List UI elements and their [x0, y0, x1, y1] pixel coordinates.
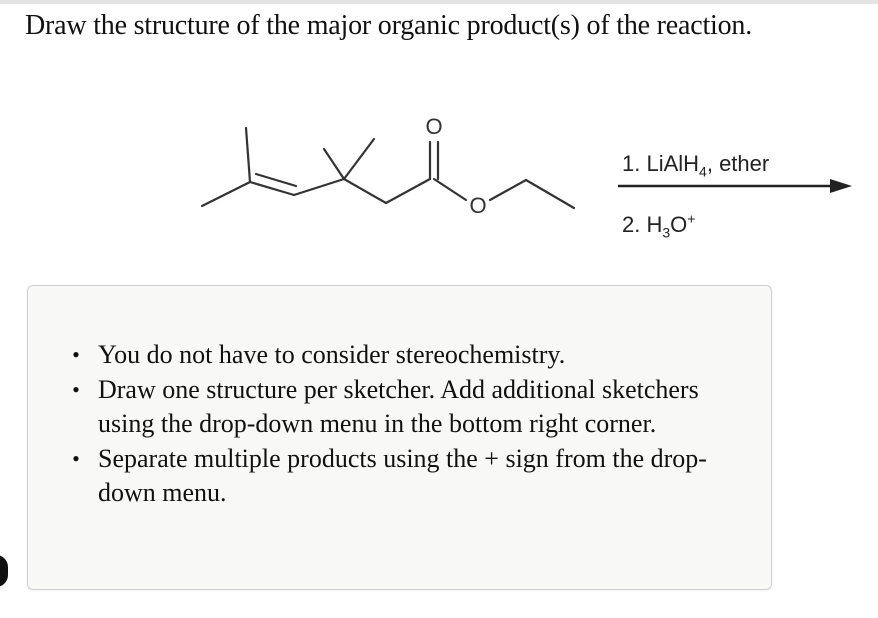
reaction-arrow-head: [830, 179, 852, 193]
instruction-item: • You do not have to consider stereochemistry.: [98, 338, 748, 372]
bond: [526, 180, 574, 208]
instructions-list: [72, 338, 748, 511]
instruction-item: • Draw one structure per sketcher. Add additional sketchers using the drop-down menu in the bottom right corner.: [98, 373, 748, 441]
bullet-icon: •: [72, 377, 80, 402]
top-divider: [0, 0, 878, 4]
reagent-step-1: 1. LiAlH$_4$, ether: [622, 151, 770, 180]
ester-oxygen-label: O: [469, 193, 487, 218]
reagent-step-2: 2. $H_3O^+$: [622, 210, 696, 241]
carbonyl-oxygen-label: O: [425, 114, 443, 139]
bullet-icon: •: [72, 342, 80, 367]
question-prompt: Draw the structure of the major organic product(s) of the reaction.: [25, 10, 753, 41]
bond: [490, 180, 526, 200]
bond: [294, 179, 344, 195]
bond: [202, 182, 250, 206]
bond: [324, 149, 344, 179]
bond: [344, 139, 374, 179]
bond: [386, 179, 430, 203]
instructions-panel: [27, 285, 772, 590]
bond: [434, 179, 466, 200]
side-tab-handle[interactable]: [0, 555, 8, 587]
bond: [344, 179, 386, 203]
bullet-icon: •: [72, 446, 80, 471]
reactant-structure: [202, 128, 574, 208]
bond: [246, 128, 250, 182]
bond-double: [256, 174, 296, 186]
reaction-scheme: [190, 100, 870, 260]
instruction-item: • Separate multiple products using the + sign from the drop-down menu.: [98, 442, 748, 510]
